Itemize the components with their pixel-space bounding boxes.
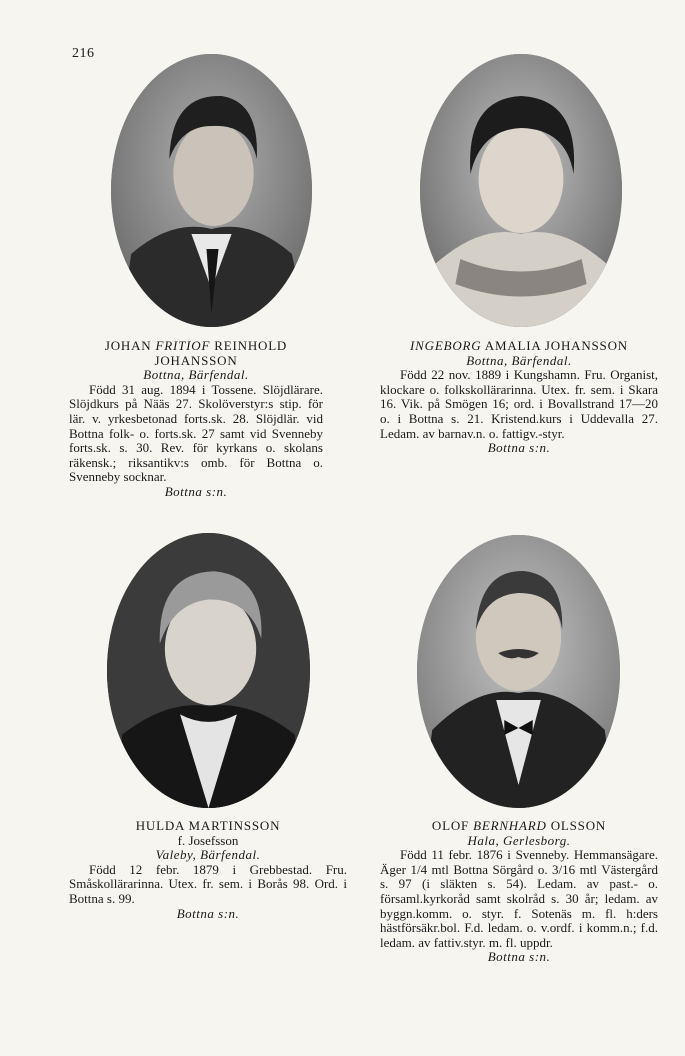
biography-johan-johansson: [69, 339, 323, 500]
biography-text: Född 31 aug. 1894 i Tossene. Slöjdlärare. Slöjdkurs på Nääs 27. Skolöverstyr:s stip. för lär. v. yrkesbetonad forts.sk. 28. Slöjdlär. vid Bottna folk- o. forts.sk. 27 samt vid Svenneby forts.sk. s. 30. Rev. för kyrkans o. skolans räkensk.; riksantikv:s omb. för Bottna o. Svenneby socknar.: [69, 381, 323, 485]
portrait-johan-johansson: [111, 54, 312, 327]
parish-signature: Bottna s:n.: [487, 949, 551, 965]
biography-text: Född 22 nov. 1889 i Kungshamn. Fru. Organist, klockare o. folkskollärarinna. Utex. fr. sem. i Skara 16. Vik. på Smögen 16; ord. i Bovallstrand 17—20 o. i Bottna s. 21. Kristend.kurs i Uddevalla 27. Ledam. av barnav.n. o. fattigv.-styr.: [380, 367, 658, 441]
biography-hulda-martinsson: [69, 819, 347, 921]
residence: Bottna, Bärfendal.: [466, 352, 572, 368]
parish-signature: Bottna s:n.: [176, 905, 240, 921]
page-number: 216: [72, 46, 95, 61]
person-name: JOHAN FRITIOF REINHOLD JOHANSSON: [104, 338, 288, 368]
maiden-name: f. Josefsson: [177, 832, 239, 848]
portrait-ingeborg-johansson: [420, 54, 622, 327]
person-name: INGEBORG AMALIA JOHANSSON: [410, 338, 628, 353]
residence: Hala, Gerlesborg.: [467, 832, 571, 848]
parish-signature: Bottna s:n.: [487, 440, 551, 456]
portrait-hulda-martinsson: [107, 533, 310, 808]
residence: Bottna, Bärfendal.: [143, 367, 249, 383]
biography-text: Född 11 febr. 1876 i Svenneby. Hemmansägare. Äger 1/4 mtl Bottna Sörgård o. 3/16 mtl Västergård s. 97 (i släkten s. 54). Ledam. av past.- o. församl.kyrkoråd samt skolråd s. 30 år; ledam. av byggn.komm. o. styr. f. Sotenäs m. fl. h:ders hästförsäkr.bol. F.d. ledam. o. v.ordf. i komm.n.; f.d. ledam. av fattiv.styr. m. fl. uppdr.: [380, 847, 658, 950]
biography-ingeborg-johansson: [380, 339, 658, 456]
parish-signature: Bottna s:n.: [164, 483, 228, 499]
portrait-olof-olsson: [417, 535, 620, 808]
residence: Valeby, Bärfendal.: [155, 847, 261, 863]
person-name: HULDA MARTINSSON: [135, 818, 281, 833]
person-name: OLOF BERNHARD OLSSON: [431, 818, 607, 833]
biography-text: Född 12 febr. 1879 i Grebbestad. Fru. Småskollärarinna. Utex. fr. sem. i Borås 98. Ord. i Bottna s. 99.: [69, 861, 347, 906]
biography-olof-olsson: [380, 819, 658, 965]
